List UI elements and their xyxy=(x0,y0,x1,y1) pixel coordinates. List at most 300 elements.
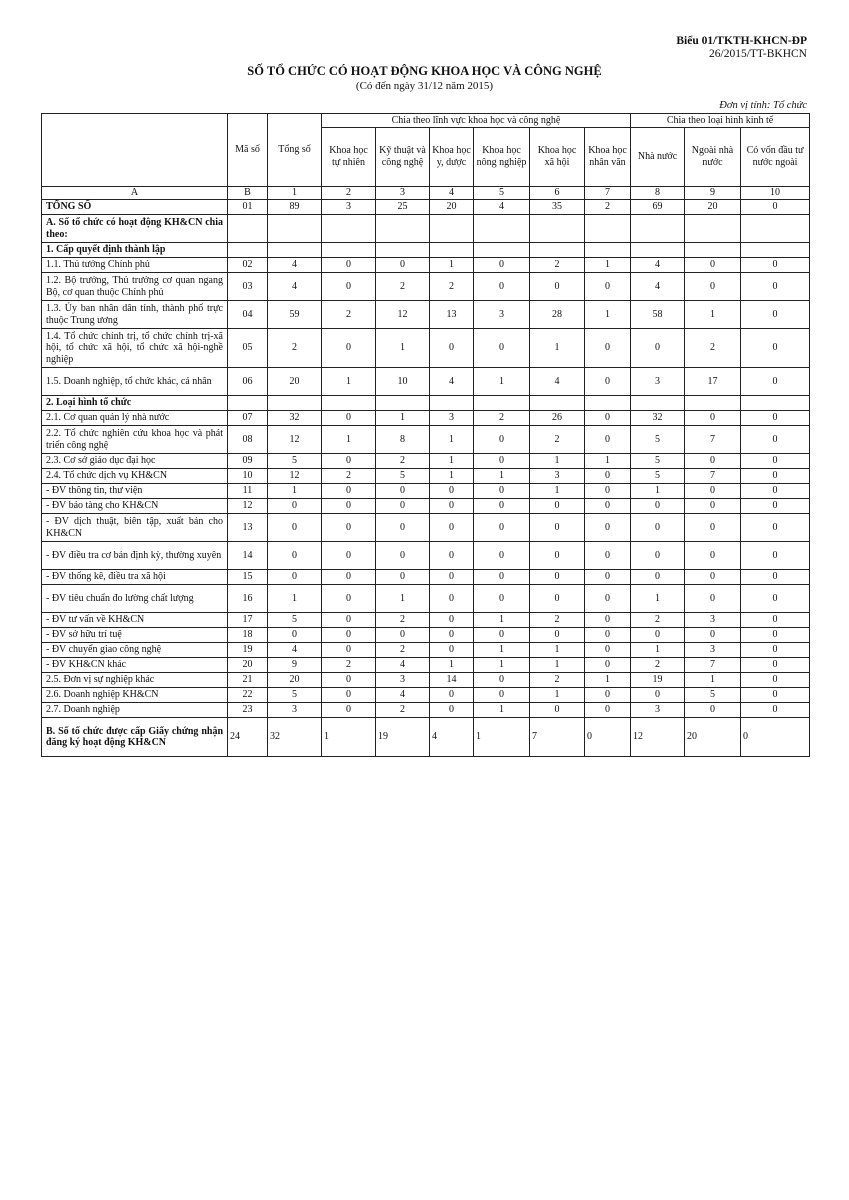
cell-value: 0 xyxy=(685,570,741,585)
cell-value: 0 xyxy=(376,484,430,499)
cell-value xyxy=(631,215,685,243)
table-row xyxy=(42,258,810,273)
table-row xyxy=(42,200,810,215)
row-code: 09 xyxy=(228,454,268,469)
cell-value: 0 xyxy=(430,499,474,514)
cell-value: 0 xyxy=(585,628,631,643)
header-group-field: Chia theo lĩnh vực khoa học và công nghệ xyxy=(322,114,631,128)
cell-value: 35 xyxy=(530,200,585,215)
cell-value: 1 xyxy=(430,426,474,454)
cell-value: 1 xyxy=(474,469,530,484)
row-code: 23 xyxy=(228,703,268,718)
row-code: 04 xyxy=(228,301,268,329)
cell-value: 20 xyxy=(685,718,741,757)
cell-value: 4 xyxy=(530,368,585,396)
cell-value: 0 xyxy=(741,426,810,454)
cell-value: 0 xyxy=(530,499,585,514)
cell-value: 1 xyxy=(430,258,474,273)
cell-value: 5 xyxy=(376,469,430,484)
cell-value: 0 xyxy=(741,499,810,514)
cell-value: 0 xyxy=(685,514,741,542)
cell-value: 0 xyxy=(322,258,376,273)
cell-value: 0 xyxy=(631,329,685,368)
cell-value: 5 xyxy=(268,688,322,703)
row-code xyxy=(228,396,268,411)
cell-value xyxy=(741,215,810,243)
header-col: Kỹ thuật và công nghệ xyxy=(376,128,430,187)
row-label: - ĐV tư vấn về KH&CN xyxy=(42,613,228,628)
cell-value: 1 xyxy=(376,585,430,613)
cell-value: 0 xyxy=(685,542,741,570)
cell-value: 0 xyxy=(741,613,810,628)
cell-value: 1 xyxy=(474,703,530,718)
cell-value: 0 xyxy=(585,542,631,570)
header-blank xyxy=(42,114,228,187)
cell-value: 2 xyxy=(430,273,474,301)
row-code xyxy=(228,215,268,243)
cell-value: 4 xyxy=(268,258,322,273)
header-col: Có vốn đầu tư nước ngoài xyxy=(741,128,810,187)
cell-value: 89 xyxy=(268,200,322,215)
cell-value: 32 xyxy=(268,718,322,757)
cell-value xyxy=(268,243,322,258)
cell-value: 0 xyxy=(376,258,430,273)
form-decree: 26/2015/TT-BKHCN xyxy=(709,48,807,60)
table-row xyxy=(42,329,810,368)
cell-value: 1 xyxy=(585,258,631,273)
row-label: 1.1. Thủ tướng Chính phủ xyxy=(42,258,228,273)
cell-value: 0 xyxy=(474,484,530,499)
table-row xyxy=(42,301,810,329)
cell-value: 0 xyxy=(322,499,376,514)
cell-value xyxy=(376,215,430,243)
row-label: - ĐV điều tra cơ bản định kỳ, thường xuyên xyxy=(42,542,228,570)
row-code xyxy=(228,243,268,258)
table-row xyxy=(42,703,810,718)
cell-value: 5 xyxy=(268,454,322,469)
cell-value: 0 xyxy=(530,570,585,585)
cell-value: 1 xyxy=(474,718,530,757)
cell-value: 19 xyxy=(376,718,430,757)
column-index: B xyxy=(228,187,268,200)
cell-value: 2 xyxy=(585,200,631,215)
row-label: 2.3. Cơ sở giáo dục đại học xyxy=(42,454,228,469)
cell-value: 0 xyxy=(585,585,631,613)
cell-value: 69 xyxy=(631,200,685,215)
cell-value: 1 xyxy=(322,368,376,396)
cell-value: 12 xyxy=(631,718,685,757)
cell-value xyxy=(268,215,322,243)
cell-value: 0 xyxy=(474,514,530,542)
cell-value: 0 xyxy=(268,570,322,585)
cell-value: 7 xyxy=(685,469,741,484)
cell-value: 0 xyxy=(585,329,631,368)
header-ma-so: Mã số xyxy=(228,114,268,187)
cell-value: 3 xyxy=(268,703,322,718)
row-code: 05 xyxy=(228,329,268,368)
cell-value xyxy=(631,396,685,411)
header-col: Khoa học xã hội xyxy=(530,128,585,187)
cell-value: 0 xyxy=(685,484,741,499)
cell-value: 0 xyxy=(268,514,322,542)
row-label: - ĐV sở hữu trí tuệ xyxy=(42,628,228,643)
cell-value: 0 xyxy=(685,499,741,514)
cell-value: 0 xyxy=(268,499,322,514)
row-code: 22 xyxy=(228,688,268,703)
header-col: Nhà nước xyxy=(631,128,685,187)
cell-value: 2 xyxy=(322,658,376,673)
cell-value: 3 xyxy=(685,643,741,658)
cell-value xyxy=(376,243,430,258)
table-row xyxy=(42,688,810,703)
row-label: - ĐV tiêu chuẩn đo lường chất lượng xyxy=(42,585,228,613)
cell-value: 0 xyxy=(430,613,474,628)
table-row xyxy=(42,542,810,570)
cell-value: 0 xyxy=(322,542,376,570)
cell-value: 4 xyxy=(430,368,474,396)
cell-value xyxy=(585,243,631,258)
cell-value: 0 xyxy=(585,570,631,585)
cell-value: 0 xyxy=(741,200,810,215)
statistics-table xyxy=(41,113,810,757)
cell-value xyxy=(376,396,430,411)
table-row xyxy=(42,484,810,499)
cell-value: 4 xyxy=(376,658,430,673)
table-row xyxy=(42,499,810,514)
column-index: 5 xyxy=(474,187,530,200)
cell-value: 0 xyxy=(585,368,631,396)
cell-value: 4 xyxy=(268,643,322,658)
cell-value: 0 xyxy=(585,658,631,673)
cell-value: 1 xyxy=(585,454,631,469)
cell-value: 5 xyxy=(685,688,741,703)
row-code: 12 xyxy=(228,499,268,514)
row-code: 07 xyxy=(228,411,268,426)
cell-value xyxy=(585,215,631,243)
cell-value: 1 xyxy=(631,643,685,658)
cell-value: 0 xyxy=(322,329,376,368)
cell-value: 0 xyxy=(741,703,810,718)
table-row xyxy=(42,570,810,585)
cell-value: 0 xyxy=(430,484,474,499)
cell-value: 10 xyxy=(376,368,430,396)
table-row xyxy=(42,243,810,258)
row-label: 2.4. Tổ chức dịch vụ KH&CN xyxy=(42,469,228,484)
table-row xyxy=(42,469,810,484)
cell-value: 0 xyxy=(741,258,810,273)
row-code: 18 xyxy=(228,628,268,643)
cell-value: 0 xyxy=(430,703,474,718)
cell-value: 0 xyxy=(430,570,474,585)
cell-value: 0 xyxy=(322,570,376,585)
cell-value: 0 xyxy=(474,628,530,643)
cell-value: 0 xyxy=(685,454,741,469)
header-col: Khoa học nhân văn xyxy=(585,128,631,187)
cell-value xyxy=(430,243,474,258)
cell-value: 0 xyxy=(585,613,631,628)
cell-value: 5 xyxy=(631,469,685,484)
cell-value: 0 xyxy=(741,454,810,469)
table-row xyxy=(42,368,810,396)
cell-value: 0 xyxy=(322,454,376,469)
table-row xyxy=(42,613,810,628)
cell-value: 0 xyxy=(741,570,810,585)
row-label: 2.2. Tổ chức nghiên cứu khoa học và phát triển công nghệ xyxy=(42,426,228,454)
cell-value: 0 xyxy=(376,499,430,514)
row-label: - ĐV KH&CN khác xyxy=(42,658,228,673)
column-index: 9 xyxy=(685,187,741,200)
cell-value: 1 xyxy=(474,643,530,658)
cell-value: 8 xyxy=(376,426,430,454)
row-code: 11 xyxy=(228,484,268,499)
row-code: 06 xyxy=(228,368,268,396)
cell-value: 0 xyxy=(585,514,631,542)
cell-value: 0 xyxy=(376,542,430,570)
header-col: Khoa học tự nhiên xyxy=(322,128,376,187)
cell-value: 2 xyxy=(530,426,585,454)
cell-value: 25 xyxy=(376,200,430,215)
cell-value: 0 xyxy=(631,499,685,514)
cell-value: 0 xyxy=(585,703,631,718)
cell-value: 1 xyxy=(631,484,685,499)
row-code: 03 xyxy=(228,273,268,301)
cell-value: 0 xyxy=(474,273,530,301)
cell-value: 0 xyxy=(685,411,741,426)
cell-value: 0 xyxy=(474,570,530,585)
cell-value: 1 xyxy=(430,658,474,673)
cell-value: 0 xyxy=(685,585,741,613)
table-row xyxy=(42,585,810,613)
cell-value: 1 xyxy=(376,329,430,368)
cell-value xyxy=(530,215,585,243)
cell-value: 0 xyxy=(530,703,585,718)
cell-value: 0 xyxy=(376,570,430,585)
header-col: Khoa học nông nghiệp xyxy=(474,128,530,187)
cell-value: 0 xyxy=(585,426,631,454)
row-label: 2. Loại hình tổ chức xyxy=(42,396,228,411)
cell-value: 0 xyxy=(585,273,631,301)
cell-value: 3 xyxy=(376,673,430,688)
cell-value: 32 xyxy=(631,411,685,426)
cell-value: 0 xyxy=(530,542,585,570)
column-index: 4 xyxy=(430,187,474,200)
column-index: A xyxy=(42,187,228,200)
cell-value xyxy=(322,396,376,411)
cell-value: 0 xyxy=(322,613,376,628)
cell-value: 0 xyxy=(322,273,376,301)
table-body xyxy=(42,200,810,757)
column-index: 6 xyxy=(530,187,585,200)
cell-value: 0 xyxy=(430,643,474,658)
cell-value: 1 xyxy=(474,613,530,628)
cell-value: 1 xyxy=(530,329,585,368)
row-label: - ĐV chuyển giao công nghệ xyxy=(42,643,228,658)
row-label: 2.5. Đơn vị sự nghiệp khác xyxy=(42,673,228,688)
row-label: 1.3. Ủy ban nhân dân tỉnh, thành phố trực thuộc Trung ương xyxy=(42,301,228,329)
row-label: 2.7. Doanh nghiệp xyxy=(42,703,228,718)
row-code: 19 xyxy=(228,643,268,658)
cell-value: 0 xyxy=(474,688,530,703)
cell-value: 26 xyxy=(530,411,585,426)
form-identifier xyxy=(676,35,807,61)
cell-value: 2 xyxy=(376,643,430,658)
row-label: - ĐV dịch thuật, biên tập, xuất bản cho KH&CN xyxy=(42,514,228,542)
cell-value: 0 xyxy=(685,628,741,643)
row-code: 17 xyxy=(228,613,268,628)
cell-value: 3 xyxy=(631,368,685,396)
cell-value: 0 xyxy=(430,329,474,368)
cell-value: 0 xyxy=(474,585,530,613)
cell-value: 58 xyxy=(631,301,685,329)
cell-value: 12 xyxy=(268,469,322,484)
cell-value: 1 xyxy=(685,673,741,688)
cell-value: 0 xyxy=(585,484,631,499)
table-row xyxy=(42,215,810,243)
cell-value: 7 xyxy=(685,426,741,454)
row-code: 24 xyxy=(228,718,268,757)
cell-value: 0 xyxy=(741,542,810,570)
cell-value: 4 xyxy=(631,273,685,301)
table-row xyxy=(42,514,810,542)
cell-value: 0 xyxy=(685,273,741,301)
cell-value: 1 xyxy=(268,585,322,613)
cell-value: 0 xyxy=(631,628,685,643)
table-row xyxy=(42,411,810,426)
cell-value: 1 xyxy=(685,301,741,329)
cell-value: 0 xyxy=(741,329,810,368)
cell-value: 2 xyxy=(268,329,322,368)
cell-value: 0 xyxy=(741,643,810,658)
cell-value: 0 xyxy=(741,628,810,643)
cell-value: 1 xyxy=(585,673,631,688)
cell-value: 0 xyxy=(741,514,810,542)
cell-value: 0 xyxy=(474,499,530,514)
cell-value: 0 xyxy=(631,570,685,585)
row-label: 1.4. Tổ chức chính trị, tổ chức chính trị-xã hội, tổ chức xã hội, tổ chức xã hội-nghề nghiệp xyxy=(42,329,228,368)
table-row xyxy=(42,396,810,411)
cell-value: 1 xyxy=(322,426,376,454)
cell-value: 0 xyxy=(430,688,474,703)
column-index: 10 xyxy=(741,187,810,200)
header-group-economic: Chia theo loại hình kinh tế xyxy=(631,114,810,128)
cell-value: 1 xyxy=(530,688,585,703)
cell-value: 12 xyxy=(268,426,322,454)
row-label: - ĐV bảo tàng cho KH&CN xyxy=(42,499,228,514)
cell-value xyxy=(585,396,631,411)
cell-value xyxy=(322,215,376,243)
cell-value: 3 xyxy=(631,703,685,718)
row-label: 1.2. Bộ trưởng, Thủ trưởng cơ quan ngang Bộ, cơ quan thuộc Chính phủ xyxy=(42,273,228,301)
cell-value: 0 xyxy=(530,514,585,542)
cell-value: 1 xyxy=(376,411,430,426)
cell-value: 0 xyxy=(741,484,810,499)
cell-value: 3 xyxy=(474,301,530,329)
cell-value xyxy=(631,243,685,258)
cell-value: 0 xyxy=(585,718,631,757)
row-code: 02 xyxy=(228,258,268,273)
row-label: 1.5. Doanh nghiệp, tổ chức khác, cá nhân xyxy=(42,368,228,396)
row-code: 21 xyxy=(228,673,268,688)
cell-value: 0 xyxy=(322,411,376,426)
cell-value: 17 xyxy=(685,368,741,396)
row-label: B. Số tổ chức được cấp Giấy chứng nhận đăng ký hoạt động KH&CN xyxy=(42,718,228,757)
cell-value: 2 xyxy=(530,258,585,273)
row-label: 2.1. Cơ quan quản lý nhà nước xyxy=(42,411,228,426)
cell-value: 2 xyxy=(376,454,430,469)
cell-value: 2 xyxy=(631,658,685,673)
row-label: - ĐV thống kê, điều tra xã hội xyxy=(42,570,228,585)
cell-value: 1 xyxy=(474,368,530,396)
cell-value: 20 xyxy=(685,200,741,215)
cell-value: 1 xyxy=(530,454,585,469)
page-title: SỐ TỔ CHỨC CÓ HOẠT ĐỘNG KHOA HỌC VÀ CÔNG NGHỆ xyxy=(247,64,602,78)
cell-value: 0 xyxy=(430,514,474,542)
cell-value xyxy=(474,243,530,258)
cell-value: 0 xyxy=(741,368,810,396)
cell-value: 0 xyxy=(685,703,741,718)
cell-value: 0 xyxy=(474,258,530,273)
row-code: 01 xyxy=(228,200,268,215)
cell-value: 12 xyxy=(376,301,430,329)
column-index: 3 xyxy=(376,187,430,200)
cell-value: 0 xyxy=(585,643,631,658)
cell-value: 13 xyxy=(430,301,474,329)
cell-value: 0 xyxy=(268,628,322,643)
cell-value: 5 xyxy=(631,426,685,454)
cell-value xyxy=(685,243,741,258)
cell-value: 0 xyxy=(741,469,810,484)
cell-value: 2 xyxy=(322,301,376,329)
cell-value xyxy=(430,396,474,411)
cell-value: 0 xyxy=(741,585,810,613)
cell-value: 20 xyxy=(268,368,322,396)
cell-value: 0 xyxy=(585,411,631,426)
cell-value: 0 xyxy=(376,514,430,542)
cell-value: 28 xyxy=(530,301,585,329)
cell-value: 9 xyxy=(268,658,322,673)
cell-value: 4 xyxy=(474,200,530,215)
cell-value xyxy=(430,215,474,243)
row-label: TỔNG SỐ xyxy=(42,200,228,215)
cell-value: 0 xyxy=(430,628,474,643)
cell-value: 0 xyxy=(530,585,585,613)
table-row xyxy=(42,628,810,643)
table-row xyxy=(42,658,810,673)
cell-value: 20 xyxy=(430,200,474,215)
cell-value: 0 xyxy=(585,688,631,703)
cell-value: 0 xyxy=(474,454,530,469)
column-index: 8 xyxy=(631,187,685,200)
cell-value xyxy=(268,396,322,411)
cell-value: 4 xyxy=(430,718,474,757)
cell-value: 1 xyxy=(430,469,474,484)
cell-value: 59 xyxy=(268,301,322,329)
cell-value: 0 xyxy=(322,688,376,703)
cell-value: 0 xyxy=(474,673,530,688)
row-code: 10 xyxy=(228,469,268,484)
cell-value: 4 xyxy=(268,273,322,301)
table-row xyxy=(42,643,810,658)
cell-value: 0 xyxy=(322,484,376,499)
cell-value: 0 xyxy=(631,542,685,570)
cell-value: 1 xyxy=(631,585,685,613)
row-label: 2.6. Doanh nghiệp KH&CN xyxy=(42,688,228,703)
table-row xyxy=(42,273,810,301)
cell-value: 2 xyxy=(376,613,430,628)
cell-value: 1 xyxy=(530,484,585,499)
cell-value xyxy=(322,243,376,258)
cell-value: 2 xyxy=(685,329,741,368)
